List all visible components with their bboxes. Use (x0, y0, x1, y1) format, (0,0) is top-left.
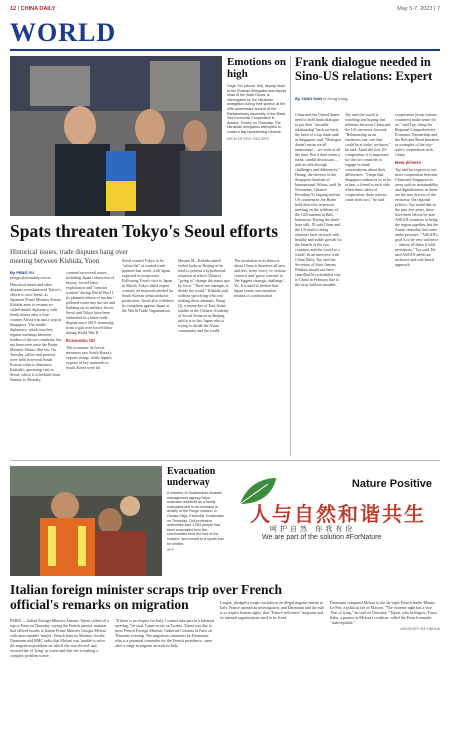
frank-subhead: New drivers (395, 160, 422, 165)
evacuation-image (10, 466, 162, 576)
frank-col-3b-text: Tay said he expects to see more cooperation between China and Singapore in areas such as sustainability and digitalization, as these are the new drivers of the economy. On regional politics, Tay noted that in the past few years, there have been efforts by non-ASEAN countries to bring the region together, but the Asean centrality has come under pressure. "ASEAN's goal is to be very inclusive ... almost all these (Cold) invitations," Tay said. He said ASEAN needs an inclusive and rule-based approach. (395, 167, 439, 267)
photo-parliament (10, 56, 222, 216)
ad-chinese-subslogan: 呵护自然 你我有份 (270, 525, 356, 533)
italian-credit: AGENCIES VIA XINHUA (400, 627, 440, 631)
frank-byline-name: By YANG HAN (295, 96, 323, 101)
frank-headline: Frank dialogue needed in Sino-US relations: Expert (295, 55, 433, 83)
emotions-caption: Gage Yun (above, left), deputy head of the Russian delegation and deputy head of the State Duma, is interrogated by the Ukrainian delegation during their speech at the 30th anniversary summit of the Parliamentary Assembly of the Black Sea Economic Cooperation in Ankara, Turkey, on Thursday. The Ukrainian delegation attempted to curtail a flag representing Ukraine. (227, 84, 287, 134)
spats-col-3 (122, 258, 174, 455)
frank-col-3 (395, 112, 441, 462)
ad-english-slogan: We are part of the solution #ForNature (262, 534, 382, 541)
italian-col-4-text: Darmanin compared Meloni to the far-right French leader Marine Le Pen, a political foe of Macron. "The extreme right has a vice. That of lying," he said on Thursday. "Tajani, who belongs to Forza Italia, a partner in Meloni's coalition, called the French remarks "unacceptable." (330, 600, 437, 625)
spats-col-2-text: contend on several issues, including Japan's distortion of history, forced labor exploitation and "comfort women" during World War II, its planned release of nuclear-polluted water into the sea and building up its military forces. Seoul and Tokyo have been embroiled in a bitter trade dispute since 2019, stemming from a spat over forced labor during World War II. (66, 270, 115, 335)
masthead: 12 | CHINA DAILY May 5-7, 2023 | 7 (10, 6, 440, 12)
italian-col-4 (330, 600, 440, 740)
spats-col-2 (66, 270, 118, 455)
spats-col-3-text: Seoul wanted Tokyo to fix "white list" of trusted trade partners last week, with Japan expected to reciprocate. Following Yoon's visit to Japan in March, Tokyo lifted export controls on materials needed for South Korean semiconductor production. Seoul also withdrew its complaint against Japan at the World Trade Organization. (122, 258, 174, 313)
parliament-image (10, 56, 222, 216)
emotions-headline: Emotions on high (227, 56, 286, 80)
spats-col-4-text: Masaru M., Kishida aimed veiled looks at Beijing as he tried to present a hypothetical situation in which China is "going to" change the status quo by force. "There are attempts to divide the world," Kishida said, without specifying who was making these attempts. Wang Qi, a researcher of East Asian studies at the Chinese Academy of Social Sciences in Beijing, said it is in fact Japan who is trying to divide the Asian community and the world. (178, 258, 230, 333)
photo-evacuation (10, 466, 162, 576)
spats-byline-email: pengyu@chinadaily.com.cn (10, 276, 52, 280)
title-rule (10, 49, 440, 51)
nature-positive-ad (230, 470, 440, 545)
frank-col-2: Tay said the world is watching and hoping that relations between China and the US can move forward. "Relationship as an enormous one, one that could be at stake, we know," he said. Amid the first US competition, it is important for the two countries to engage in frank conversations about their differences. "I hope that Singapore embraces us to be, at best, a friend to each side when these offers of cooperation; these nations come from two," he said. (345, 112, 392, 202)
evacuation-block (167, 466, 225, 576)
spats-subhead: Economic hit (66, 338, 95, 343)
evacuation-caption: A member of Guatemala's disaster management agency helps evacuate residents as a family evacuates due to an increase in activity of the Fuego volcano, in Ciudad Vieja, Escuintla, Guatemala, on Thursday. Civil protection authorities said 1,054 people had been evacuated from five communities near the foot of the volcano, and moved to a sports hall for shelter. (167, 491, 225, 546)
spats-deck: Historical issues, trade disputes hang over meeting between Kishida, Yoon (10, 248, 128, 265)
spats-byline-name: By PENG YU (10, 270, 35, 275)
page-number: 12 (10, 6, 17, 12)
issue-date: May 5-7, 2023 (397, 6, 433, 12)
spats-col-1-text: Historical issues and other disputes overshadowed Tokyo's efforts to woo Seoul, as Japanese Prime Minister Fumio Kishida aims to resume so-called shuttle diplomacy with South Korea after a four-country Africa trip and a stop in Singapore. The shuttle diplomacy, which involves regular meetings between leaders of the two countries, has not been seen since the Prime Minister Shinzo Abe era. On Tuesday, rallies and protests were held in several South Korean cities to denounce Kishida's upcoming visit to Seoul, which is scheduled from Sunday to Monday. (10, 282, 62, 382)
spats-headline: Spats threaten Tokyo's Seoul efforts (10, 221, 279, 241)
frank-col-1: China and the United States need to hold frank dialogue to put their "unstable relationship" back on track, the head of a top think tank in Singapore said. "Dialogue doesn't mean we all understand ... we work at all the time. But it does mean a frank, candid discussion ... and we talk through challenges and differences," Huang, the director of the Singapore Institute of International Affairs, said. In November, Chinese President Xi Jinping and his US counterpart Joe Biden held their first in-person meeting on the sidelines of the G20 summit in Bali, Indonesia. During the three-hour talk, Xi said China and the US need to bring relations back on track with healthy and stable growth for the benefit of the two countries and the world as a whole. In an interview with China Daily, Tay said the Secretary of State Antony Blinken should not have cancelled his scheduled visit to China in February due to the stray balloon incident. (295, 112, 342, 287)
spats-col-2b-text: The economic tit-for-tat measures saw South Korea's exports slump, while Japan's exports of key materials to South Korea were hit. (66, 345, 112, 370)
section-title: WORLD (10, 18, 117, 47)
ad-brand: Nature Positive (351, 478, 432, 490)
spats-col-1 (10, 270, 62, 455)
frank-byline-place: in Hong Kong (323, 96, 348, 101)
frank-byline (295, 96, 355, 101)
section-divider (10, 460, 440, 461)
spats-col-5 (234, 258, 288, 455)
italian-headline: Italian foreign minister scraps trip over French official's remarks on migration (10, 582, 282, 612)
frank-col-3-text: cooperation (from various countries) make sense for us," said Tay, citing the Regional Comprehensive Economic Partnership and the Belt and Road Initiative as examples of the city-state's cooperation with China. (395, 112, 440, 157)
evacuation-headline: Evacuation underway (167, 466, 216, 488)
spats-col-5-text: The escalation in its rhetoric about China is therefore all new and less, from 'worry' to 'serious concern' and 'grave concern' to 'the biggest strategic challenge', Yu. It is hard to believe that Japan wants concentration instead of confrontation. (234, 258, 286, 298)
column-divider (290, 56, 291, 456)
spats-col-4 (178, 258, 230, 455)
emotions-credit: ERCIN ERTURK / REUTERS (227, 136, 269, 141)
emotions-block (227, 56, 287, 216)
evacuation-credit: AFP (167, 548, 174, 553)
spats-byline (10, 270, 62, 280)
page-number-right: 7 (436, 6, 440, 12)
italian-col-2: "If there is no respect for Italy, I cannot take part in a bilateral meeting," he said. Tajani wrote on Twitter. Tajani was due to meet French Foreign Minister Catherine Colonna in Paris on Thursday evening. The migration comments by Darmanin, who is a potential contender for the French presidency, came after a surge in migrant arrivals in Italy. (115, 618, 214, 648)
ad-chinese-slogan: 人与自然和谐共生 (250, 502, 426, 526)
italian-col-3: League, pledged a tough crackdown on illegal migrant entries to Italy. France opened an investigation, and Darmanin said the rule is to respect human rights, that "France welcomes" migrants and its internal organizations need to be fixed. (220, 600, 325, 620)
italian-col-1: PARIS — Italian Foreign Minister Antonio Tajani called off a trip to Paris on Thursday, saying the French interior minister had offered insults to Italian Prime Minister Giorgia Meloni with unacceptable 'insults'. French Interior Minister Gerald Darmanin told RMC radio that Meloni was 'unable to solve the migration problems on which she was elected' and accused her of 'lying' to voters and that she is making a complex problem worse. (10, 618, 109, 658)
paper-name: CHINA DAILY (20, 6, 56, 12)
